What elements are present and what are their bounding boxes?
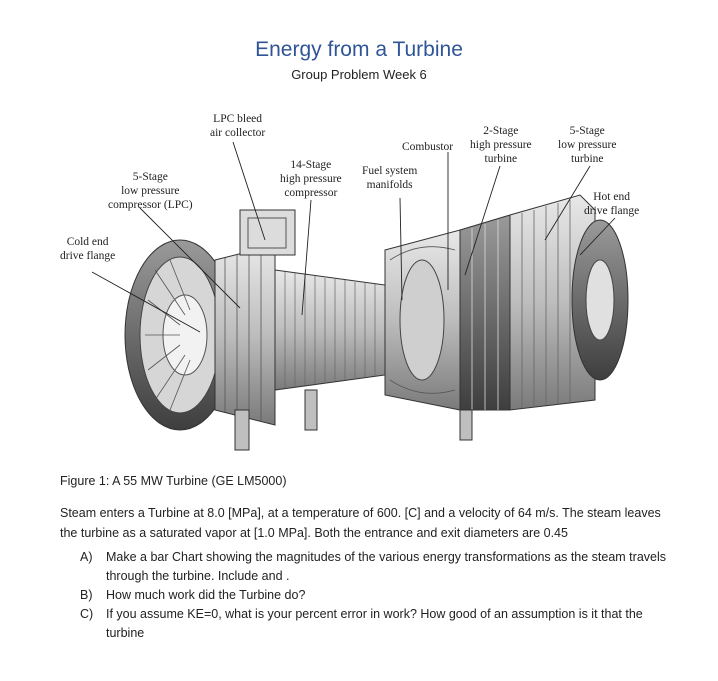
label-line: high pressure — [280, 173, 342, 185]
turbine-figure — [40, 110, 690, 465]
page-title: Energy from a Turbine — [255, 38, 463, 61]
label-line: LPC bleed — [213, 113, 263, 125]
label-line: 5-Stage — [569, 125, 605, 137]
question-marker: B) — [80, 588, 93, 602]
label-line: 14-Stage — [290, 159, 332, 171]
label-line: manifolds — [366, 179, 413, 191]
label-line: Combustor — [402, 141, 454, 153]
question-text: Make a bar Chart showing the magnitudes of the various energy transformations as the steam travels through the turbine. Include and . — [106, 550, 667, 583]
question-text: How much work did the Turbine do? — [106, 588, 306, 602]
label-line: Cold end — [66, 236, 109, 248]
label-lp-turbine — [558, 124, 616, 166]
label-line: turbine — [570, 153, 604, 165]
label-line: low pressure — [558, 139, 617, 151]
label-line: air collector — [210, 127, 266, 139]
question-list — [80, 548, 670, 643]
label-hot-end — [584, 190, 639, 218]
problem-statement: Steam enters a Turbine at 8.0 [MPa], at a temperature of 600. [C] and a velocity of 64 m/s. The steam leaves the turbine as a saturated vapor at [1.0 MPa]. Both the entrance and exit diameters are 0.45 — [60, 506, 661, 540]
label-line: 2-Stage — [483, 125, 519, 137]
label-line: 5-Stage — [132, 171, 168, 183]
question-marker: A) — [80, 550, 93, 564]
question-item — [80, 586, 670, 605]
label-lpc — [108, 170, 193, 212]
label-line: turbine — [484, 153, 518, 165]
label-line: compressor — [284, 187, 338, 199]
label-fuel-manifolds — [362, 164, 417, 192]
label-line: drive flange — [584, 205, 640, 217]
label-cold-end — [60, 235, 115, 263]
label-hp-turbine — [470, 124, 532, 166]
question-marker: C) — [80, 607, 94, 621]
label-line: compressor (LPC) — [108, 199, 193, 211]
label-line: high pressure — [470, 139, 532, 151]
label-line: drive flange — [60, 250, 116, 262]
page-subtitle: Group Problem Week 6 — [291, 67, 427, 82]
question-item — [80, 605, 670, 643]
label-hpc — [280, 158, 342, 200]
label-combustor — [402, 140, 453, 154]
figure-caption: Figure 1: A 55 MW Turbine (GE LM5000) — [60, 474, 287, 488]
label-lpc-bleed — [210, 112, 265, 140]
label-line: low pressure — [121, 185, 180, 197]
label-line: Fuel system — [362, 165, 418, 177]
question-text: If you assume KE=0, what is your percent error in work? How good of an assumption is it that the turbine — [106, 607, 643, 640]
label-line: Hot end — [593, 191, 630, 203]
question-item — [80, 548, 670, 586]
